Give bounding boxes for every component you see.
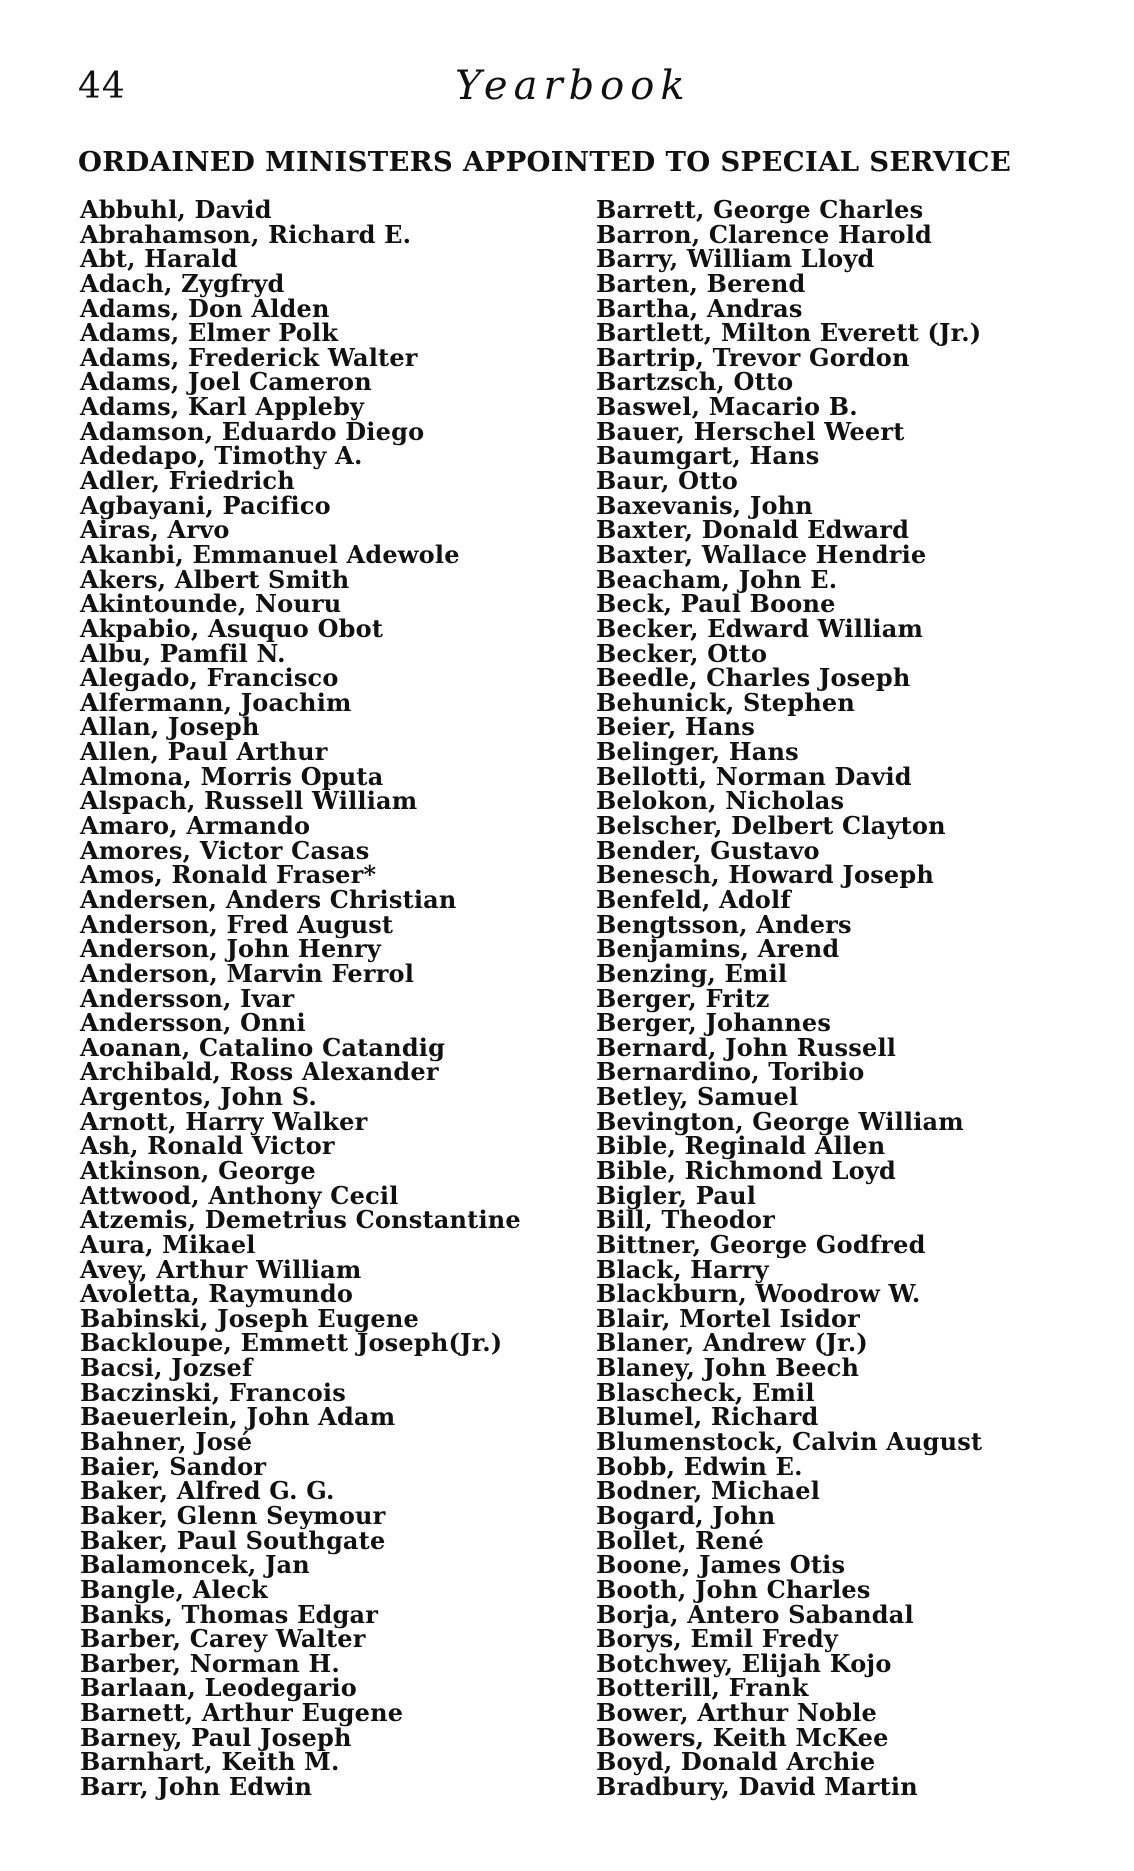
minister-name-entry: Bible, Richmond Loyd	[596, 1155, 897, 1185]
minister-name-entry: Amos, Ronald Fraser*	[80, 860, 377, 890]
minister-name-entry: Bernard, John Russell	[596, 1032, 897, 1062]
minister-name-entry: Amaro, Armando	[80, 811, 311, 841]
minister-name-entry: Baxevanis, John	[596, 490, 813, 520]
minister-name-entry: Akpabio, Asuquo Obot	[80, 613, 384, 643]
minister-name-entry: Aura, Mikael	[80, 1229, 256, 1259]
minister-name-entry: Bower, Arthur Noble	[596, 1698, 877, 1728]
minister-name-entry: Avey, Arthur William	[80, 1254, 362, 1284]
minister-name-entry: Allen, Paul Arthur	[80, 737, 328, 767]
minister-name-entry: Alspach, Russell William	[80, 786, 418, 816]
section-title: ORDAINED MINISTERS APPOINTED TO SPECIAL SERVICE	[78, 146, 1012, 178]
minister-name-entry: Borys, Emil Fredy	[596, 1624, 839, 1654]
minister-name-entry: Boyd, Donald Archie	[596, 1747, 876, 1777]
minister-name-entry: Bollet, René	[596, 1525, 764, 1555]
minister-name-entry: Berger, Fritz	[596, 983, 770, 1013]
minister-name-entry: Barr, John Edwin	[80, 1772, 313, 1801]
minister-name-entry: Archibald, Ross Alexander	[80, 1057, 439, 1087]
minister-name-entry: Blumel, Richard	[596, 1402, 819, 1432]
minister-name-entry: Bigler, Paul	[596, 1180, 757, 1210]
minister-name-entry: Bevington, George William	[596, 1106, 964, 1136]
minister-name-entry: Bible, Reginald Allen	[596, 1131, 886, 1161]
minister-name-entry: Anderson, Fred August	[80, 909, 394, 939]
minister-name-entry: Blumenstock, Calvin August	[596, 1427, 983, 1457]
minister-name-entry: Bauer, Herschel Weert	[596, 416, 905, 446]
minister-name-entry: Beier, Hans	[596, 712, 755, 742]
minister-name-entry: Alegado, Francisco	[80, 663, 339, 693]
minister-name-entry: Bellotti, Norman David	[596, 761, 912, 791]
minister-name-entry: Barney, Paul Joseph	[80, 1722, 352, 1752]
minister-name-entry: Bacsi, Jozsef	[80, 1353, 253, 1383]
minister-name-entry: Behunick, Stephen	[596, 687, 856, 717]
minister-name-entry: Barry, William Lloyd	[596, 244, 875, 274]
minister-name-entry: Alfermann, Joachim	[80, 687, 352, 717]
minister-name-entry: Akintounde, Nouru	[80, 589, 342, 619]
minister-name-entry: Beck, Paul Boone	[596, 589, 836, 619]
minister-name-entry: Amores, Victor Casas	[80, 835, 370, 865]
minister-name-entry: Allan, Joseph	[80, 712, 260, 742]
minister-name-entry: Blair, Mortel Isidor	[596, 1303, 861, 1333]
minister-name-entry: Baur, Otto	[596, 466, 738, 496]
minister-name-entry: Andersson, Ivar	[80, 983, 295, 1013]
minister-name-entry: Beacham, John E.	[596, 564, 838, 594]
minister-name-entry: Backloupe, Emmett Joseph(Jr.)	[80, 1328, 503, 1358]
minister-name-entry: Bartha, Andras	[596, 293, 803, 323]
minister-name-entry: Akanbi, Emmanuel Adewole	[80, 539, 460, 569]
minister-name-entry: Bobb, Edwin E.	[596, 1451, 803, 1481]
minister-name-entry: Bartrip, Trevor Gordon	[596, 342, 910, 372]
minister-name-entry: Bahner, José	[80, 1427, 253, 1457]
minister-name-entry: Benfeld, Adolf	[596, 884, 791, 914]
minister-name-entry: Barnett, Arthur Eugene	[80, 1698, 404, 1728]
minister-name-entry: Booth, John Charles	[596, 1574, 871, 1604]
minister-name-entry: Blascheck, Emil	[596, 1377, 815, 1407]
minister-name-entry: Botterill, Frank	[596, 1673, 809, 1703]
minister-name-entry: Bartlett, Milton Everett (Jr.)	[596, 318, 982, 348]
minister-name-entry: Adams, Karl Appleby	[80, 392, 365, 422]
minister-name-entry: Baxter, Donald Edward	[596, 515, 910, 545]
minister-name-entry: Andersson, Onni	[80, 1008, 306, 1038]
minister-name-entry: Baczinski, Francois	[80, 1377, 346, 1407]
minister-name-entry: Baxter, Wallace Hendrie	[596, 539, 927, 569]
minister-name-entry: Aoanan, Catalino Catandig	[80, 1032, 446, 1062]
minister-name-entry: Baker, Alfred G. G.	[80, 1476, 335, 1506]
minister-name-entry: Barber, Carey Walter	[80, 1624, 366, 1654]
running-head: Yearbook	[455, 63, 691, 109]
minister-name-entry: Bengtsson, Anders	[596, 909, 852, 939]
minister-name-entry: Adams, Elmer Polk	[80, 318, 339, 348]
minister-name-entry: Ash, Ronald Victor	[80, 1131, 335, 1161]
minister-name-entry: Avoletta, Raymundo	[80, 1279, 354, 1309]
minister-name-entry: Baker, Glenn Seymour	[80, 1500, 386, 1530]
minister-name-entry: Abbuhl, David	[80, 195, 272, 224]
minister-name-entry: Benjamins, Arend	[596, 934, 840, 964]
minister-name-entry: Benzing, Emil	[596, 958, 788, 988]
minister-name-entry: Belokon, Nicholas	[596, 786, 845, 816]
minister-name-entry: Bradbury, David Martin	[596, 1772, 918, 1801]
minister-name-entry: Bill, Theodor	[596, 1205, 775, 1235]
minister-name-entry: Berger, Johannes	[596, 1008, 832, 1038]
minister-name-entry: Borja, Antero Sabandal	[596, 1599, 914, 1629]
minister-name-entry: Abrahamson, Richard E.	[80, 219, 412, 249]
minister-name-entry: Barrett, George Charles	[596, 195, 924, 224]
minister-name-entry: Adams, Frederick Walter	[80, 342, 418, 372]
minister-name-entry: Albu, Pamfil N.	[80, 638, 286, 668]
minister-name-entry: Balamoncek, Jan	[80, 1550, 310, 1580]
minister-name-entry: Atzemis, Demetrius Constantine	[80, 1205, 521, 1235]
minister-name-entry: Bodner, Michael	[596, 1476, 821, 1506]
minister-name-entry: Bittner, George Godfred	[596, 1229, 926, 1259]
minister-name-entry: Barber, Norman H.	[80, 1648, 340, 1678]
minister-name-entry: Atkinson, George	[80, 1155, 316, 1185]
minister-name-entry: Black, Harry	[596, 1254, 769, 1284]
minister-name-entry: Baeuerlein, John Adam	[80, 1402, 396, 1432]
minister-name-entry: Belscher, Delbert Clayton	[596, 811, 946, 841]
minister-name-entry: Attwood, Anthony Cecil	[80, 1180, 399, 1210]
minister-name-entry: Adams, Joel Cameron	[80, 367, 372, 397]
minister-name-entry: Bowers, Keith McKee	[596, 1722, 889, 1752]
minister-name-entry: Bernardino, Toribio	[596, 1057, 865, 1087]
minister-name-entry: Airas, Arvo	[80, 515, 230, 545]
name-column-right	[596, 195, 1096, 1801]
minister-name-entry: Almona, Morris Oputa	[80, 761, 384, 791]
minister-name-entry: Adler, Friedrich	[80, 466, 295, 496]
minister-name-entry: Boone, James Otis	[596, 1550, 846, 1580]
minister-name-entry: Barten, Berend	[596, 268, 806, 298]
minister-name-entry: Adamson, Eduardo Diego	[80, 416, 425, 446]
minister-name-entry: Belinger, Hans	[596, 737, 799, 767]
minister-name-entry: Benesch, Howard Joseph	[596, 860, 935, 890]
minister-name-entry: Bender, Gustavo	[596, 835, 820, 865]
minister-name-entry: Andersen, Anders Christian	[80, 884, 457, 914]
minister-name-entry: Argentos, John S.	[80, 1082, 317, 1112]
name-column-left	[80, 195, 580, 1801]
minister-name-entry: Baier, Sandor	[80, 1451, 267, 1481]
minister-name-entry: Becker, Otto	[596, 638, 768, 668]
minister-name-entry: Babinski, Joseph Eugene	[80, 1303, 419, 1333]
minister-name-entry: Barlaan, Leodegario	[80, 1673, 357, 1703]
minister-name-entry: Adams, Don Alden	[80, 293, 330, 323]
minister-name-entry: Barnhart, Keith M.	[80, 1747, 340, 1777]
minister-name-entry: Blaney, John Beech	[596, 1353, 860, 1383]
minister-name-entry: Baswel, Macario B.	[596, 392, 858, 422]
minister-name-entry: Anderson, John Henry	[80, 934, 382, 964]
minister-name-entry: Agbayani, Pacifico	[80, 490, 331, 520]
minister-name-entry: Botchwey, Elijah Kojo	[596, 1648, 892, 1678]
minister-name-entry: Abt, Harald	[80, 244, 238, 274]
minister-name-entry: Akers, Albert Smith	[80, 564, 350, 594]
minister-name-entry: Bartzsch, Otto	[596, 367, 794, 397]
page-number: 44	[78, 66, 126, 107]
minister-name-entry: Baker, Paul Southgate	[80, 1525, 386, 1555]
minister-name-entry: Arnott, Harry Walker	[80, 1106, 368, 1136]
minister-name-entry: Beedle, Charles Joseph	[596, 663, 911, 693]
minister-name-entry: Becker, Edward William	[596, 613, 924, 643]
minister-name-entry: Betley, Samuel	[596, 1082, 799, 1112]
minister-name-entry: Adedapo, Timothy A.	[80, 441, 363, 471]
minister-name-entry: Baumgart, Hans	[596, 441, 820, 471]
minister-name-entry: Banks, Thomas Edgar	[80, 1599, 379, 1629]
minister-name-entry: Blaner, Andrew (Jr.)	[596, 1328, 868, 1358]
minister-name-entry: Adach, Zygfryd	[80, 268, 285, 298]
minister-name-entry: Bogard, John	[596, 1500, 776, 1530]
minister-name-entry: Barron, Clarence Harold	[596, 219, 933, 249]
minister-name-entry: Bangle, Aleck	[80, 1574, 269, 1604]
minister-name-entry: Anderson, Marvin Ferrol	[80, 958, 415, 988]
minister-name-entry: Blackburn, Woodrow W.	[596, 1279, 921, 1309]
